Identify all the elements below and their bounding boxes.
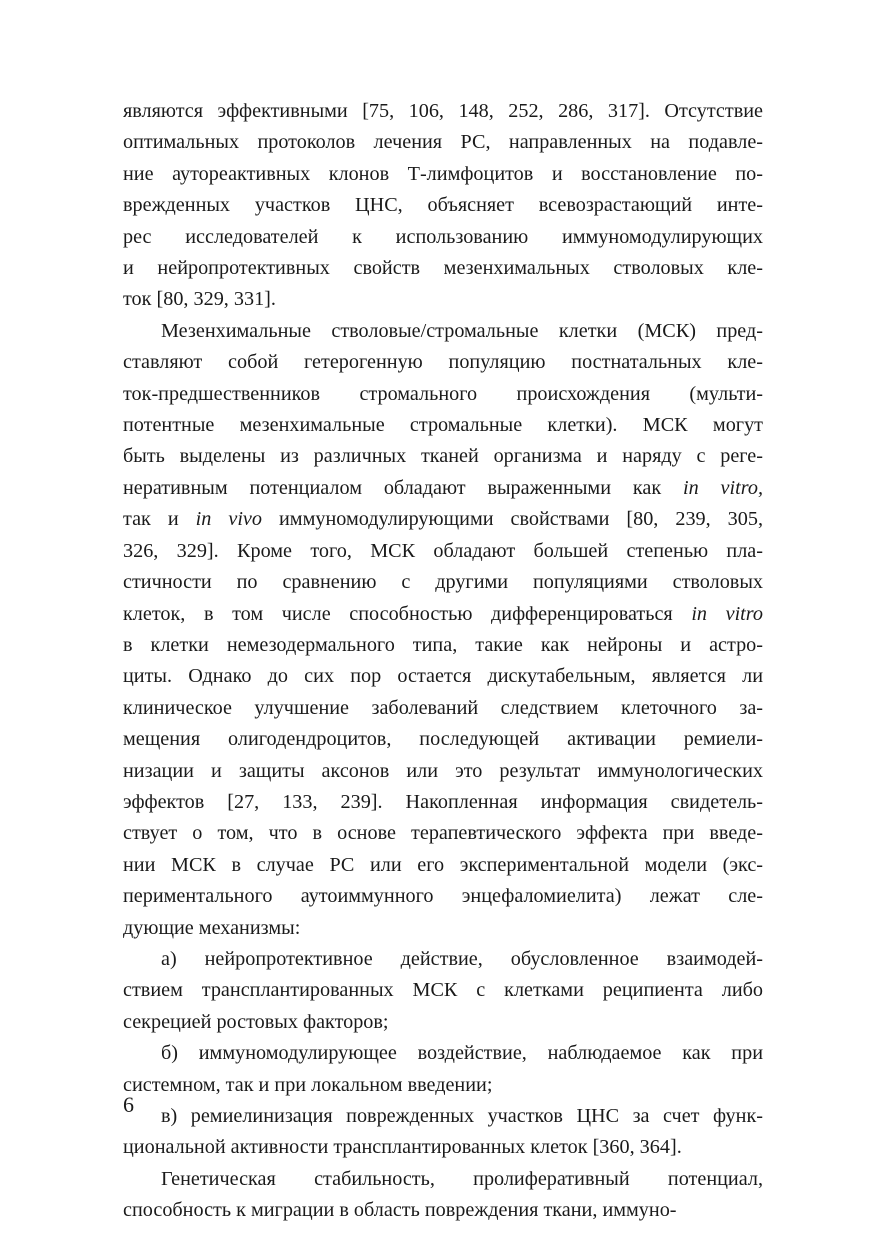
text-line: потентные мезенхимальные стромальные клетки). МСК могут <box>123 414 763 437</box>
text-line: так и in vivo иммуномодулирующими свойствами [80, 239, 305, <box>123 508 764 531</box>
text-line: быть выделены из различных тканей организма и наряду с реге- <box>123 445 763 468</box>
text-line: секрецией ростовых факторов; <box>123 1010 389 1033</box>
text-line: мещения олигодендроцитов, последующей активации ремиели- <box>123 728 763 751</box>
paragraph-p4 <box>123 1038 763 1101</box>
text-line: клеток, в том числе способностью дифференцироваться in vitro <box>123 602 763 625</box>
text-line: нии МСК в случае РС или его экспериментальной модели (экс- <box>123 853 763 876</box>
text-line: ставляют собой гетерогенную популяцию постнатальных кле- <box>123 351 763 374</box>
text-line: ствием трансплантированных МСК с клетками реципиента либо <box>123 979 763 1002</box>
text-line: а) нейропротективное действие, обусловленное взаимодей- <box>161 947 763 970</box>
text-line: Генетическая стабильность, пролиферативный потенциал, <box>161 1167 763 1190</box>
text-line: в) ремиелинизация поврежденных участков ЦНС за счет функ- <box>161 1105 763 1127</box>
text-line: ток-предшественников стромального происхождения (мульти- <box>123 382 763 405</box>
paragraph-p5 <box>123 1101 763 1164</box>
text-line: низации и защиты аксонов или это результат иммунологических <box>123 759 763 782</box>
text-line: неративным потенциалом обладают выраженными как in vitro, <box>123 476 763 499</box>
text-line: клиническое улучшение заболеваний следствием клеточного за- <box>123 696 763 719</box>
text-line: б) иммуномодулирующее воздействие, наблюдаемое как при <box>161 1042 763 1065</box>
text-line: ствует о том, что в основе терапевтического эффекта при введе- <box>123 822 763 845</box>
text-line: и нейропротективных свойств мезенхимальных стволовых кле- <box>123 257 763 280</box>
text-line: оптимальных протоколов лечения РС, направленных на подавле- <box>123 131 763 154</box>
text-line: 326, 329]. Кроме того, МСК обладают большей степенью пла- <box>123 539 763 562</box>
text-line: циты. Однако до сих пор остается дискутабельным, является ли <box>123 665 763 688</box>
text-line: стичности по сравнению с другими популяциями стволовых <box>123 571 763 594</box>
body-text <box>123 96 763 1227</box>
text-line: ток [80, 329, 331]. <box>123 288 276 311</box>
text-line: эффектов [27, 133, 239]. Накопленная информация свидетель- <box>123 790 763 813</box>
text-line: системном, так и при локальном введении; <box>123 1073 493 1096</box>
paragraph-p1 <box>123 96 763 316</box>
text-line: врежденных участков ЦНС, объясняет всевозрастающий инте- <box>123 194 763 217</box>
text-line: в клетки немезодермального типа, такие как нейроны и астро- <box>123 633 763 656</box>
text-line: циональной активности трансплантированных клеток [360, 364]. <box>123 1136 682 1159</box>
text-line: способность к миграции в область повреждения ткани, иммуно- <box>123 1199 677 1222</box>
text-line: дующие механизмы: <box>123 916 301 939</box>
text-line: рес исследователей к использованию иммуномодулирующих <box>123 225 763 248</box>
text-line: ние аутореактивных клонов Т-лимфоцитов и восстановление по- <box>123 162 763 185</box>
paragraph-p2 <box>123 316 763 944</box>
text-line: периментального аутоиммунного энцефаломиелита) лежат сле- <box>123 885 763 908</box>
text-line: являются эффективными [75, 106, 148, 252, 286, 317]. Отсутствие <box>123 100 763 122</box>
paragraph-p3 <box>123 944 763 1038</box>
page-number: 6 <box>123 1092 134 1117</box>
text-line: Мезенхимальные стволовые/стромальные клетки (МСК) пред- <box>161 319 763 342</box>
paragraph-p6 <box>123 1164 763 1227</box>
